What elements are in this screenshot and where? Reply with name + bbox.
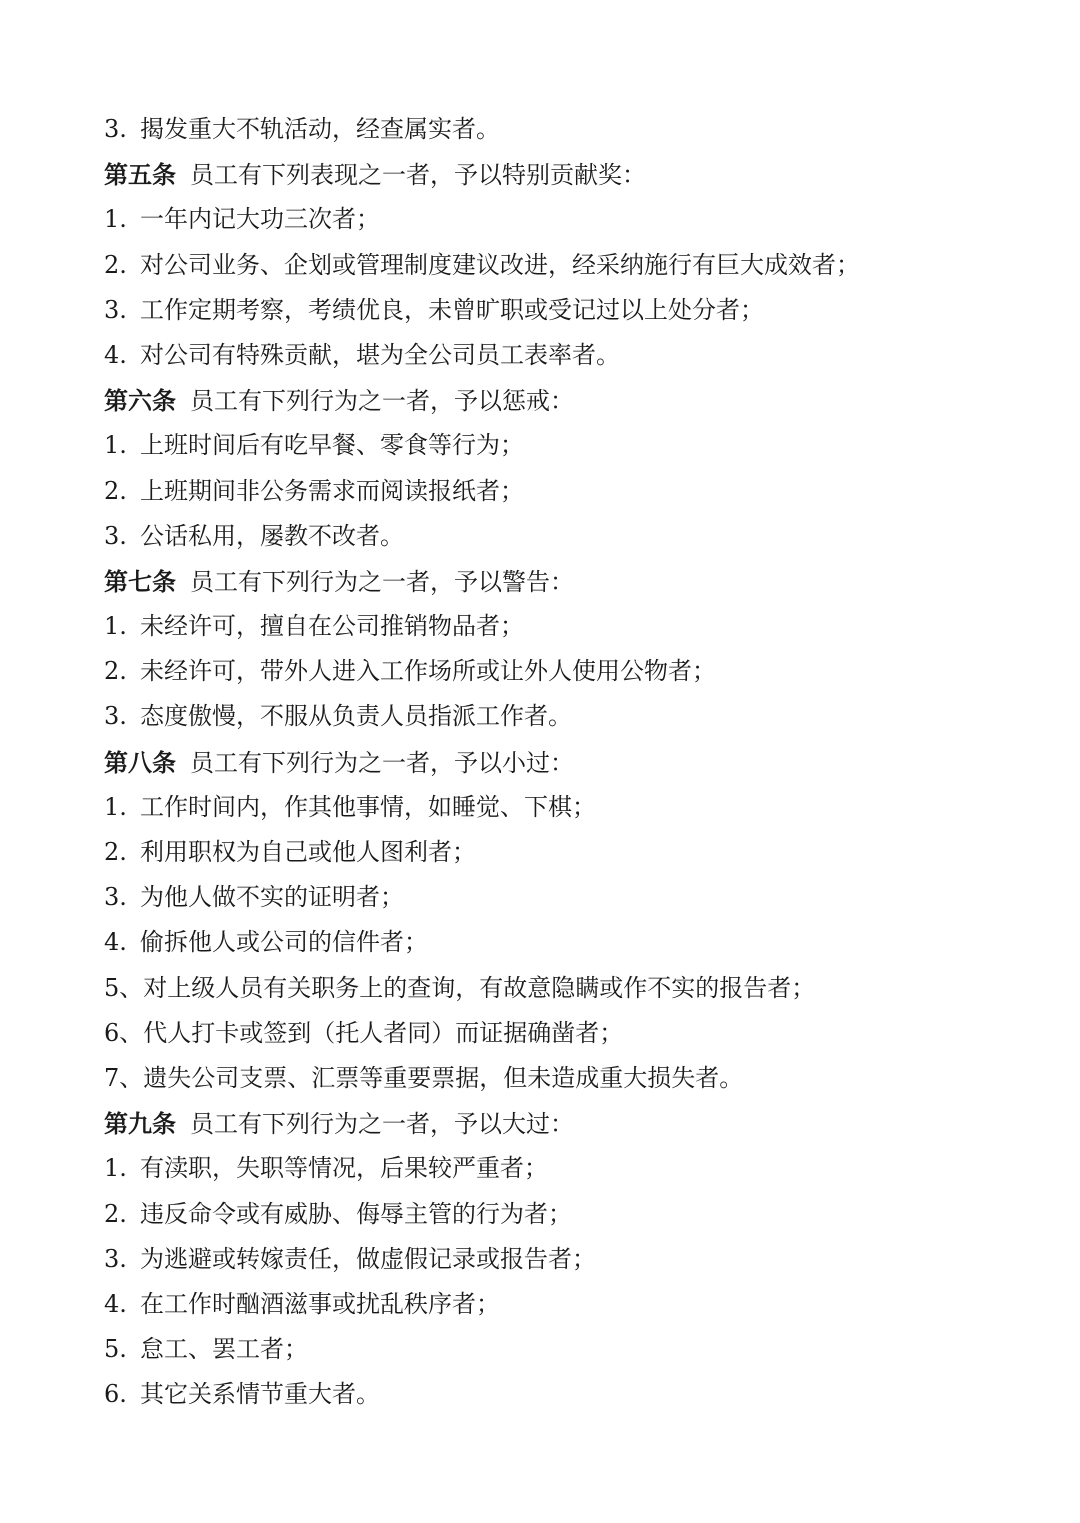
item-number: 4.: [104, 1289, 127, 1318]
item-text: 工作时间内，作其他事情，如睡觉、下棋；: [140, 792, 596, 821]
item-number: 3.: [104, 521, 127, 550]
item-number: 6、: [104, 1018, 144, 1047]
list-item: [104, 1192, 1044, 1237]
item-number: 6.: [104, 1380, 127, 1409]
list-item: [104, 649, 1044, 694]
item-number: 2.: [104, 657, 127, 686]
document-body: [104, 107, 1044, 1417]
item-text: 违反命令或有威胁、侮辱主管的行为者；: [140, 1199, 572, 1228]
list-item: [104, 966, 1044, 1011]
item-number: 3.: [104, 295, 127, 324]
list-item: [104, 694, 1044, 739]
article-heading: [104, 740, 1044, 785]
list-item: [104, 785, 1044, 830]
article-heading: [104, 1101, 1044, 1146]
list-item: [104, 1237, 1044, 1282]
list-item: [104, 514, 1044, 559]
item-text: 在工作时酗酒滋事或扰乱秩序者；: [140, 1289, 500, 1318]
item-text: 未经许可，带外人进入工作场所或让外人使用公物者；: [140, 657, 716, 686]
list-item: [104, 1372, 1044, 1417]
list-item: [104, 107, 1044, 152]
item-text: 工作定期考察，考绩优良，未曾旷职或受记过以上处分者；: [140, 295, 764, 324]
item-number: 1.: [104, 792, 127, 821]
item-text: 上班时间后有吃早餐、零食等行为；: [140, 431, 524, 460]
item-number: 1.: [104, 612, 127, 641]
item-number: 1.: [104, 205, 127, 234]
list-item: [104, 423, 1044, 468]
article-text: 员工有下列行为之一者，予以大过：: [190, 1110, 574, 1139]
list-item: [104, 1327, 1044, 1372]
item-text: 遗失公司支票、汇票等重要票据，但未造成重大损失者。: [143, 1063, 744, 1092]
article-heading: [104, 559, 1044, 604]
item-number: 3.: [104, 883, 127, 912]
list-item: [104, 333, 1044, 378]
item-text: 为他人做不实的证明者；: [140, 883, 404, 912]
article-text: 员工有下列行为之一者，予以小过：: [190, 748, 574, 777]
item-number: 5、: [104, 973, 144, 1002]
item-text: 揭发重大不轨活动，经查属实者。: [140, 115, 500, 143]
item-text: 上班期间非公务需求而阅读报纸者；: [140, 476, 524, 505]
list-item: [104, 920, 1044, 965]
item-number: 1.: [104, 431, 127, 460]
item-text: 对公司业务、企划或管理制度建议改进，经采纳施行有巨大成效者；: [140, 250, 860, 279]
list-item: [104, 875, 1044, 920]
item-number: 3.: [104, 115, 127, 143]
article-number: 第六条: [104, 386, 176, 416]
article-number: 第五条: [104, 160, 176, 190]
item-text: 代人打卡或签到（托人者同）而证据确凿者；: [143, 1018, 624, 1047]
item-number: 4.: [104, 928, 127, 957]
article-text: 员工有下列表现之一者，予以特别贡献奖：: [190, 161, 646, 190]
item-text: 一年内记大功三次者；: [140, 205, 380, 234]
article-number: 第九条: [104, 1109, 176, 1139]
item-number: 7、: [104, 1063, 144, 1092]
list-item: [104, 1146, 1044, 1191]
list-item: [104, 604, 1044, 649]
list-item: [104, 1011, 1044, 1056]
list-item: [104, 243, 1044, 288]
item-text: 利用职权为自己或他人图利者；: [140, 838, 476, 866]
item-text: 偷拆他人或公司的信件者；: [140, 928, 428, 957]
item-text: 怠工、罢工者；: [140, 1335, 308, 1364]
article-number: 第七条: [104, 566, 176, 596]
item-number: 3.: [104, 702, 127, 731]
item-number: 1.: [104, 1154, 127, 1183]
article-text: 员工有下列行为之一者，予以惩戒：: [190, 387, 574, 416]
item-number: 2.: [104, 476, 127, 505]
item-number: 2.: [104, 838, 127, 866]
item-number: 3.: [104, 1244, 127, 1273]
item-text: 对上级人员有关职务上的查询，有故意隐瞒或作不实的报告者；: [143, 973, 816, 1002]
list-item: [104, 288, 1044, 333]
item-number: 4.: [104, 340, 127, 369]
item-text: 态度傲慢，不服从负责人员指派工作者。: [140, 702, 572, 731]
article-text: 员工有下列行为之一者，予以警告：: [190, 567, 574, 596]
list-item: [104, 197, 1044, 242]
article-heading: [104, 378, 1044, 423]
item-text: 对公司有特殊贡献，堪为全公司员工表率者。: [140, 340, 620, 369]
list-item: [104, 469, 1044, 514]
item-text: 其它关系情节重大者。: [140, 1380, 380, 1409]
list-item: [104, 1282, 1044, 1327]
item-text: 公话私用，屡教不改者。: [140, 521, 404, 550]
item-text: 为逃避或转嫁责任，做虚假记录或报告者；: [140, 1244, 596, 1273]
item-number: 2.: [104, 250, 127, 279]
list-item: [104, 830, 1044, 875]
item-number: 5.: [104, 1335, 127, 1364]
article-heading: [104, 152, 1044, 197]
item-number: 2.: [104, 1199, 127, 1228]
item-text: 有渎职，失职等情况，后果较严重者；: [140, 1154, 548, 1183]
item-text: 未经许可，擅自在公司推销物品者；: [140, 612, 524, 641]
article-number: 第八条: [104, 747, 176, 777]
list-item: [104, 1056, 1044, 1101]
